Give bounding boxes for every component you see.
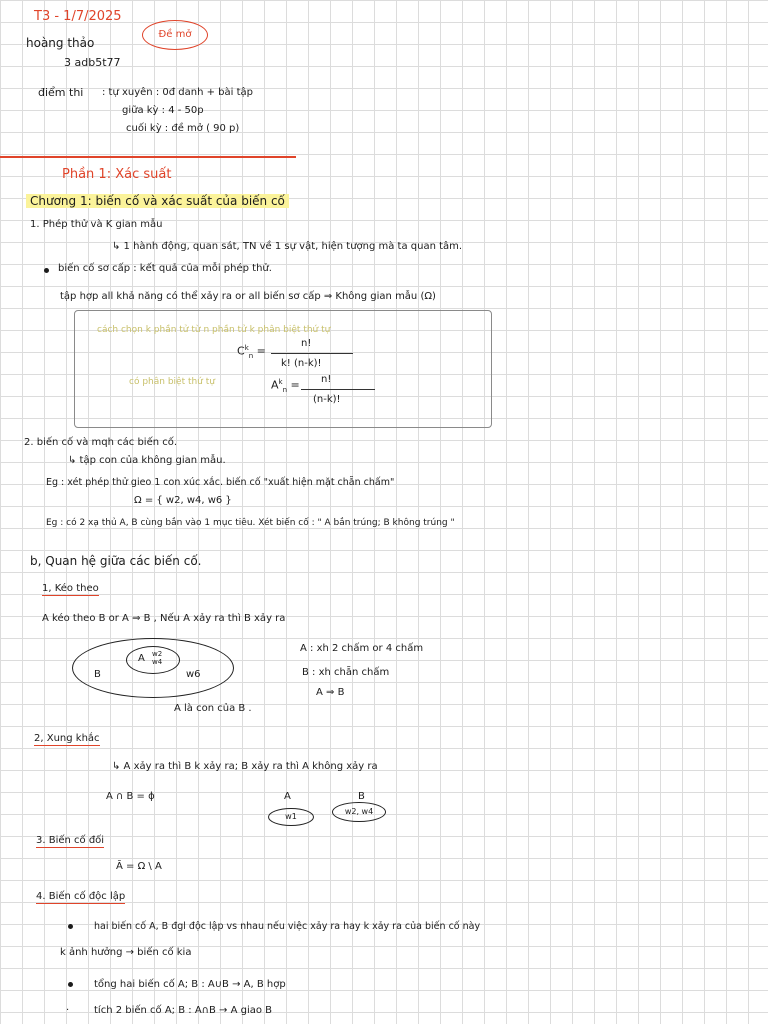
sec2-heading: 2. biến cố và mqh các biến cố. (24, 437, 178, 448)
chapter-title: Chương 1: biến cố và xác suất của biến cố (26, 194, 289, 208)
combination-numerator: n! (301, 338, 312, 349)
example-2: Eg : có 2 xạ thủ A, B cùng bắn vào 1 mục tiêu. Xét biến cố : " A bắn trúng; B không trúng " (46, 518, 455, 528)
set-label-A: A (138, 653, 145, 664)
note-date: T3 - 1/7/2025 (34, 9, 122, 24)
relations-heading: b, Quan hệ giữa các biến cố. (30, 554, 202, 568)
grading-line-2: giữa kỳ : 4 - 50p (122, 105, 204, 116)
mutually-exclusive-heading: 2, Xung khắc (34, 733, 100, 744)
sec1-line2: biến cố sơ cấp : kết quả của mỗi phép thử. (58, 263, 272, 274)
combination-desc: cách chọn k phần tử từ n phần tử k phân biệt thứ tự (97, 325, 331, 335)
implication-example-1: A : xh 2 chấm or 4 chấm (300, 643, 424, 654)
complement-equation: Ā = Ω \ A (116, 861, 162, 872)
combination-denominator: k! (n-k)! (281, 358, 322, 369)
set-B-elements: w2, w4 (332, 802, 386, 822)
fraction-line (271, 353, 353, 354)
part-title: Phần 1: Xác suất (62, 167, 172, 182)
union-definition: tổng hai biến cố A; B : A∪B → A, B hợp (94, 979, 286, 990)
bullet-icon (68, 924, 73, 929)
author-code: 3 adb5t77 (64, 56, 121, 69)
implication-definition: A kéo theo B or A ⇒ B , Nếu A xảy ra thì B xảy ra (42, 613, 286, 624)
set-label-B: B (94, 669, 101, 680)
sec2-line1: ↳ tập con của không gian mẫu. (68, 455, 226, 466)
fraction-line (301, 389, 375, 390)
open-book-stamp: Đề mở (142, 20, 208, 50)
section-divider (0, 156, 296, 158)
author-name: hoàng thảo (26, 36, 95, 50)
mutually-exclusive-equation: A ∩ B = ϕ (106, 791, 155, 802)
independent-heading: 4. Biến cố độc lập (36, 891, 126, 902)
set-element-w6: w6 (186, 669, 201, 680)
grading-line-1: : tự xuyên : 0đ danh + bài tập (102, 87, 253, 98)
example-1-set: Ω = { w2, w4, w6 } (134, 495, 232, 506)
implication-heading: 1, Kéo theo (42, 583, 99, 594)
grading-line-3: cuối kỳ : đề mở ( 90 p) (126, 123, 240, 134)
example-1: Eg : xét phép thử gieo 1 con xúc xắc. biến cố "xuất hiện mặt chẵn chấm" (46, 477, 395, 488)
mutually-exclusive-definition: ↳ A xảy ra thì B k xảy ra; B xảy ra thì A không xảy ra (112, 761, 378, 772)
independent-definition: hai biến cố A, B đgl độc lập vs nhau nếu việc xảy ra hay k xảy ra của biến cố này (94, 921, 481, 932)
complement-heading: 3. Biến cố đối (36, 835, 105, 846)
arrangement-desc: có phân biệt thứ tự (129, 377, 215, 387)
arrangement-symbol: $A^k_n$ = (271, 378, 300, 394)
bullet-icon (44, 268, 49, 273)
combination-symbol: $C^k_n$ = (237, 344, 266, 360)
bullet-icon: · (66, 1005, 70, 1016)
intersection-definition: tích 2 biến cố A; B : A∩B → A giao B (94, 1005, 273, 1016)
set-A-elements: w1 (268, 808, 314, 826)
implication-example-3: A ⇒ B (316, 687, 345, 698)
sec1-line1: ↳ 1 hành động, quan sát, TN về 1 sự vật, hiện tượng mà ta quan tâm. (112, 241, 463, 252)
implication-note: A là con của B . (174, 703, 252, 714)
bullet-icon (68, 982, 73, 987)
implication-example-2: B : xh chẵn chấm (302, 667, 390, 678)
set-elements-A: w2 w4 (152, 650, 163, 666)
set-label-A: A (284, 791, 291, 802)
set-label-B: B (358, 791, 365, 802)
independent-definition-cont: k ảnh hưởng → biến cố kia (60, 947, 192, 958)
sec1-heading: 1. Phép thử và K gian mẫu (30, 219, 163, 230)
arrangement-numerator: n! (321, 374, 332, 385)
grading-label: điểm thi (38, 86, 84, 99)
formula-box (74, 310, 492, 428)
sec1-line3: tập hợp all khả năng có thể xảy ra or all biến sơ cấp ⇒ Không gian mẫu (Ω) (60, 291, 436, 302)
arrangement-denominator: (n-k)! (313, 394, 341, 405)
